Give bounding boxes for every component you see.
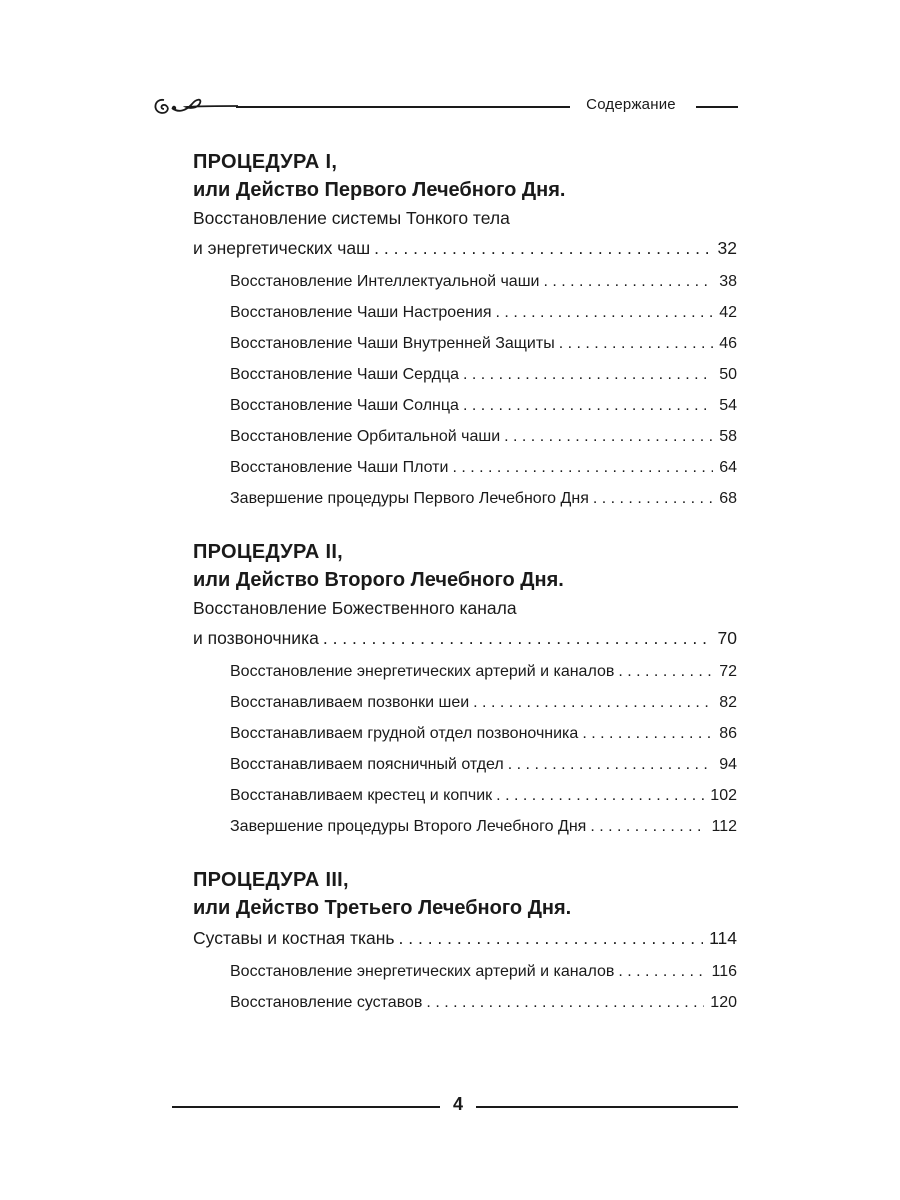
dot-leader — [618, 956, 705, 987]
toc-subentry[interactable] — [193, 956, 737, 987]
dot-leader — [399, 922, 704, 954]
dot-leader — [374, 232, 711, 264]
toc-entry-label: Суставы и костная ткань — [193, 928, 395, 948]
toc-entry-label: Завершение процедуры Первого Лечебного Дня — [230, 490, 589, 507]
section-heading: ПРОЦЕДУРА II, — [193, 541, 344, 563]
toc-entry-label: Восстановление Интеллектуальной чаши — [230, 273, 540, 290]
toc-entry-label: Завершение процедуры Второго Лечебного Дня — [230, 818, 587, 835]
toc-subentry[interactable] — [193, 483, 737, 514]
toc-entry-page: 46 — [719, 335, 737, 352]
toc-subentry[interactable] — [193, 421, 737, 452]
dot-leader — [463, 390, 713, 421]
dot-leader — [593, 483, 713, 514]
toc-entry-page: 70 — [717, 628, 737, 648]
dot-leader — [452, 452, 713, 483]
toc-entry-label: Восстановление Чаши Плоти — [230, 459, 449, 476]
toc-subentry[interactable] — [193, 328, 737, 359]
toc-entry-label: Восстанавливаем поясничный отдел — [230, 756, 504, 773]
toc-main-entry[interactable] — [193, 622, 737, 654]
dot-leader — [590, 811, 705, 842]
toc-entry-page: 102 — [710, 787, 737, 804]
header-rule-right — [696, 106, 738, 108]
toc-main-entry[interactable] — [193, 232, 737, 264]
toc-entry-page: 72 — [719, 663, 737, 680]
toc-subentry[interactable] — [193, 266, 737, 297]
toc-entry-label: Восстановление Чаши Сердца — [230, 366, 459, 383]
toc-entry-page: 120 — [710, 994, 737, 1011]
dot-leader — [559, 328, 714, 359]
toc-entry-page: 50 — [719, 366, 737, 383]
toc-entry-label: Восстанавливаем крестец и копчик — [230, 787, 493, 804]
toc-entry-label: Восстановление Чаши Солнца — [230, 397, 459, 414]
toc-entry-label: Восстановление энергетических артерий и каналов — [230, 663, 615, 680]
section-spacer — [193, 856, 737, 866]
dot-leader — [463, 359, 713, 390]
section-intro-line: Восстановление Божественного канала — [193, 598, 517, 618]
toc-entry-page: 94 — [719, 756, 737, 773]
toc-subentry[interactable] — [193, 390, 737, 421]
toc-entry-label: и энергетических чаш — [193, 238, 371, 258]
toc-entry-page: 42 — [719, 304, 737, 321]
toc-subentry[interactable] — [193, 718, 737, 749]
toc-entry-page: 112 — [711, 818, 737, 835]
dot-leader — [426, 987, 704, 1018]
toc-subentry[interactable] — [193, 656, 737, 687]
toc-subentry[interactable] — [193, 811, 737, 842]
toc-subentry[interactable] — [193, 987, 737, 1018]
toc-subentry[interactable] — [193, 297, 737, 328]
section-subheading: или Действо Второго Лечебного Дня. — [193, 569, 564, 591]
toc-entry-page: 114 — [709, 928, 737, 948]
running-header — [150, 94, 738, 118]
toc-section — [193, 148, 737, 514]
toc-entry-label: Восстанавливаем позвонки шеи — [230, 694, 470, 711]
toc-entry-page: 32 — [717, 238, 737, 258]
toc-entry-page: 86 — [719, 725, 737, 742]
dot-leader — [496, 297, 714, 328]
toc-entry-label: Восстановление Чаши Настроения — [230, 304, 492, 321]
toc-entry-page: 38 — [719, 273, 737, 290]
toc-entry-page: 82 — [719, 694, 737, 711]
dot-leader — [496, 780, 704, 811]
page-number: 4 — [452, 1094, 463, 1114]
toc-section — [193, 866, 737, 1018]
dot-leader — [504, 421, 713, 452]
dot-leader — [582, 718, 713, 749]
toc-entry-page: 54 — [719, 397, 737, 414]
toc-subentry[interactable] — [193, 749, 737, 780]
dot-leader — [508, 749, 713, 780]
toc-section — [193, 538, 737, 842]
toc-entry-label: Восстановление энергетических артерий и каналов — [230, 963, 615, 980]
toc-main-entry[interactable] — [193, 922, 737, 954]
dot-leader — [543, 266, 713, 297]
footer-rule-right — [476, 1106, 738, 1108]
toc-entry-page: 68 — [719, 490, 737, 507]
toc-entry-label: Восстановление Орбитальной чаши — [230, 428, 501, 445]
toc-subentry[interactable] — [193, 359, 737, 390]
toc-subentry[interactable] — [193, 452, 737, 483]
toc-entry-page: 64 — [719, 459, 737, 476]
toc-entry-page: 58 — [719, 428, 737, 445]
header-rule-left — [236, 106, 570, 108]
flourish-ornament-icon — [150, 94, 240, 118]
section-subheading: или Действо Третьего Лечебного Дня. — [193, 897, 572, 919]
toc-entry-page: 116 — [711, 963, 737, 980]
dot-leader — [323, 622, 712, 654]
running-footer — [172, 1094, 738, 1118]
toc-subentry[interactable] — [193, 780, 737, 811]
dot-leader — [473, 687, 713, 718]
running-title: Содержание — [586, 96, 676, 113]
toc-entry-label: Восстановление суставов — [230, 994, 423, 1011]
section-heading: ПРОЦЕДУРА I, — [193, 151, 338, 173]
section-spacer — [193, 528, 737, 538]
footer-rule-left — [172, 1106, 440, 1108]
toc-entry-label: Восстановление Чаши Внутренней Защиты — [230, 335, 555, 352]
toc-entry-label: Восстанавливаем грудной отдел позвоночника — [230, 725, 579, 742]
toc-entry-label: и позвоночника — [193, 628, 319, 648]
section-heading: ПРОЦЕДУРА III, — [193, 869, 349, 891]
section-intro-line: Восстановление системы Тонкого тела — [193, 208, 510, 228]
table-of-contents — [193, 148, 737, 1032]
toc-subentry[interactable] — [193, 687, 737, 718]
section-subheading: или Действо Первого Лечебного Дня. — [193, 179, 566, 201]
dot-leader — [618, 656, 713, 687]
